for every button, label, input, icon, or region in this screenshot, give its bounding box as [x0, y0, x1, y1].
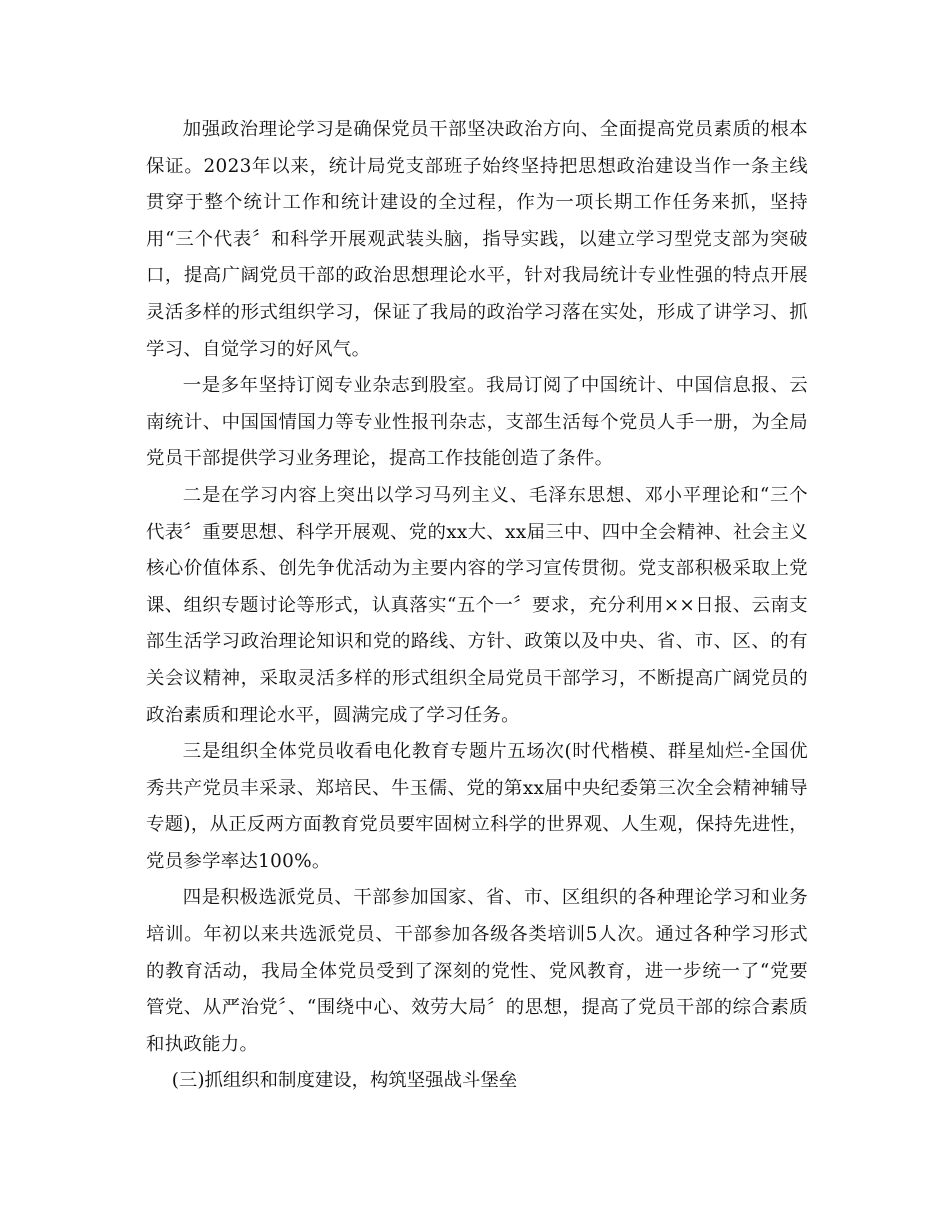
document-page: [146, 112, 808, 1100]
paragraph-point-four: 四是积极选派党员、干部参加国家、省、市、区组织的各种理论学习和业务培训。年初以来共选派党员、干部参加各级各类培训5人次。通过各种学习形式的教育活动，我局全体党员受到了深刻的党性、党风教育，进一步统一了“党要管党、从严治党〞、“围绕中心、效劳大局〞的思想，提高了党员干部的综合素质和执政能力。: [146, 887, 808, 1055]
section-heading: (三)抓组织和制度建设，构筑坚强战斗堡垒: [171, 1070, 518, 1092]
paragraph-point-three: 三是组织全体党员收看电化教育专题片五场次(时代楷模、群星灿烂-全国优秀共产党员丰采录、郑培民、牛玉儒、党的第xx届中央纪委第三次全会精神辅导专题)，从正反两方面教育党员要牢固树立科学的世界观、人生观，保持先进性，党员参学率达100%。: [146, 741, 808, 872]
paragraph-point-two: 二是在学习内容上突出以学习马列主义、毛泽东思想、邓小平理论和“三个代表〞重要思想、科学开展观、党的xx大、xx届三中、四中全会精神、社会主义核心价值体系、创先争优活动为主要内容的学习宣传贯彻。党支部积极采取上党课、组织专题讨论等形式，认真落实“五个一〞要求，充分利用××日报、云南支部生活学习政治理论知识和党的路线、方针、政策以及中央、省、市、区、的有关会议精神，采取灵活多样的形式组织全局党员干部学习，不断提高广阔党员的政治素质和理论水平，圆满完成了学习任务。: [146, 484, 808, 726]
paragraph-point-one: 一是多年坚持订阅专业杂志到股室。我局订阅了中国统计、中国信息报、云南统计、中国国情国力等专业性报刊杂志，支部生活每个党员人手一册，为全局党员干部提供学习业务理论，提高工作技能创造了条件。: [146, 375, 808, 470]
paragraph-political-study: 加强政治理论学习是确保党员干部坚决政治方向、全面提高党员素质的根本保证。2023年以来，统计局党支部班子始终坚持把思想政治建设当作一条主线贯穿于整个统计工作和统计建设的全过程，作为一项长期工作任务来抓，坚持用“三个代表〞和科学开展观武装头脑，指导实践，以建立学习型党支部为突破口，提高广阔党员干部的政治思想理论水平，针对我局统计专业性强的特点开展灵活多样的形式组织学习，保证了我局的政治学习落在实处，形成了讲学习、抓学习、自觉学习的好风气。: [146, 119, 808, 360]
